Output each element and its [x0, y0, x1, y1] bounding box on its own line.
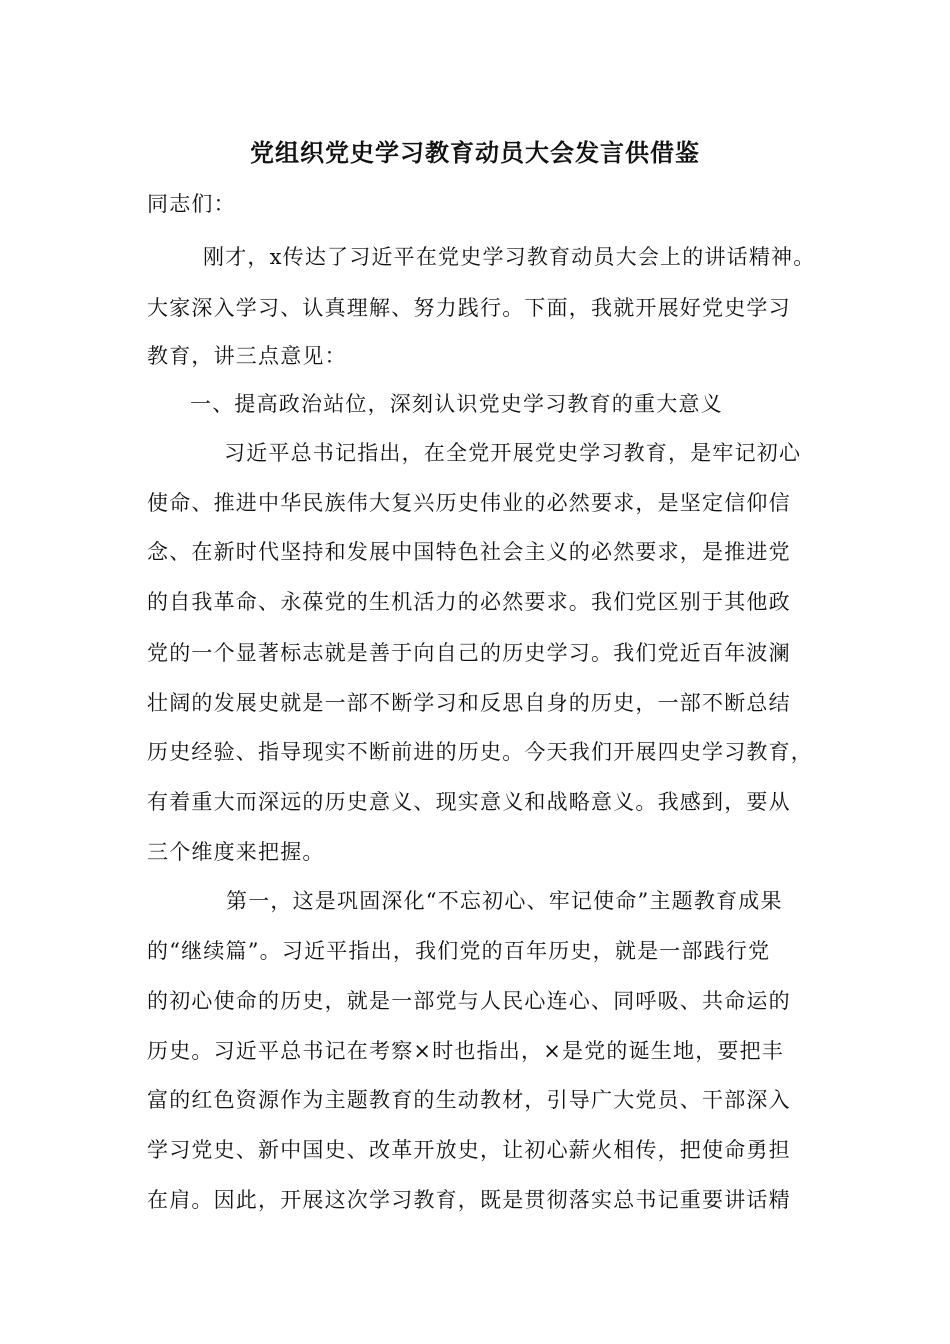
paragraph-line: 使命、推进中华民族伟大复兴历史伟业的必然要求，是坚定信仰信	[147, 491, 791, 515]
paragraph-line: 学习党史、新中国史、改革开放史，让初心薪火相传，把使命勇担	[147, 1138, 791, 1162]
paragraph-line: 第一，这是巩固深化“不忘初心、牢记使命”主题教育成果	[226, 889, 783, 913]
paragraph-line: 大家深入学习、认真理解、努力践行。下面，我就开展好党史学习	[147, 296, 791, 320]
paragraph-line: 历史经验、指导现实不断前进的历史。今天我们开展四史学习教育，	[147, 740, 813, 764]
section-heading: 一、提高政治站位，深刻认识党史学习教育的重大意义	[190, 392, 723, 416]
paragraph-line: 教育，讲三点意见：	[147, 344, 347, 368]
paragraph-line: 有着重大而深远的历史意义、现实意义和战略意义。我感到，要从	[147, 790, 791, 814]
paragraph-line: 的自我革命、永葆党的生机活力的必然要求。我们党区别于其他政	[147, 590, 791, 614]
document-title: 党组织党史学习教育动员大会发言供借鉴	[250, 138, 700, 167]
paragraph-line: 在肩。因此，开展这次学习教育，既是贯彻落实总书记重要讲话精	[147, 1188, 791, 1212]
paragraph-line: 历史。习近平总书记在考察×时也指出，×是党的诞生地，要把丰	[147, 1039, 784, 1063]
paragraph-line: 的初心使命的历史，就是一部党与人民心连心、同呼吸、共命运的	[147, 989, 791, 1013]
salutation: 同志们：	[147, 192, 236, 216]
paragraph-line: 党的一个显著标志就是善于向自己的历史学习。我们党近百年波澜	[147, 641, 791, 665]
paragraph-line: 念、在新时代坚持和发展中国特色社会主义的必然要求，是推进党	[147, 540, 791, 564]
paragraph-line: 的“继续篇”。习近平指出，我们党的百年历史，就是一部践行党	[147, 939, 771, 963]
paragraph-line: 三个维度来把握。	[147, 840, 325, 864]
paragraph-line: 刚才，x传达了习近平在党史学习教育动员大会上的讲话精神。	[203, 245, 816, 269]
paragraph-line: 壮阔的发展史就是一部不断学习和反思自身的历史，一部不断总结	[147, 691, 791, 715]
paragraph-line: 富的红色资源作为主题教育的生动教材，引导广大党员、干部深入	[147, 1088, 791, 1112]
paragraph-line: 习近平总书记指出，在全党开展党史学习教育，是牢记初心	[224, 441, 802, 465]
